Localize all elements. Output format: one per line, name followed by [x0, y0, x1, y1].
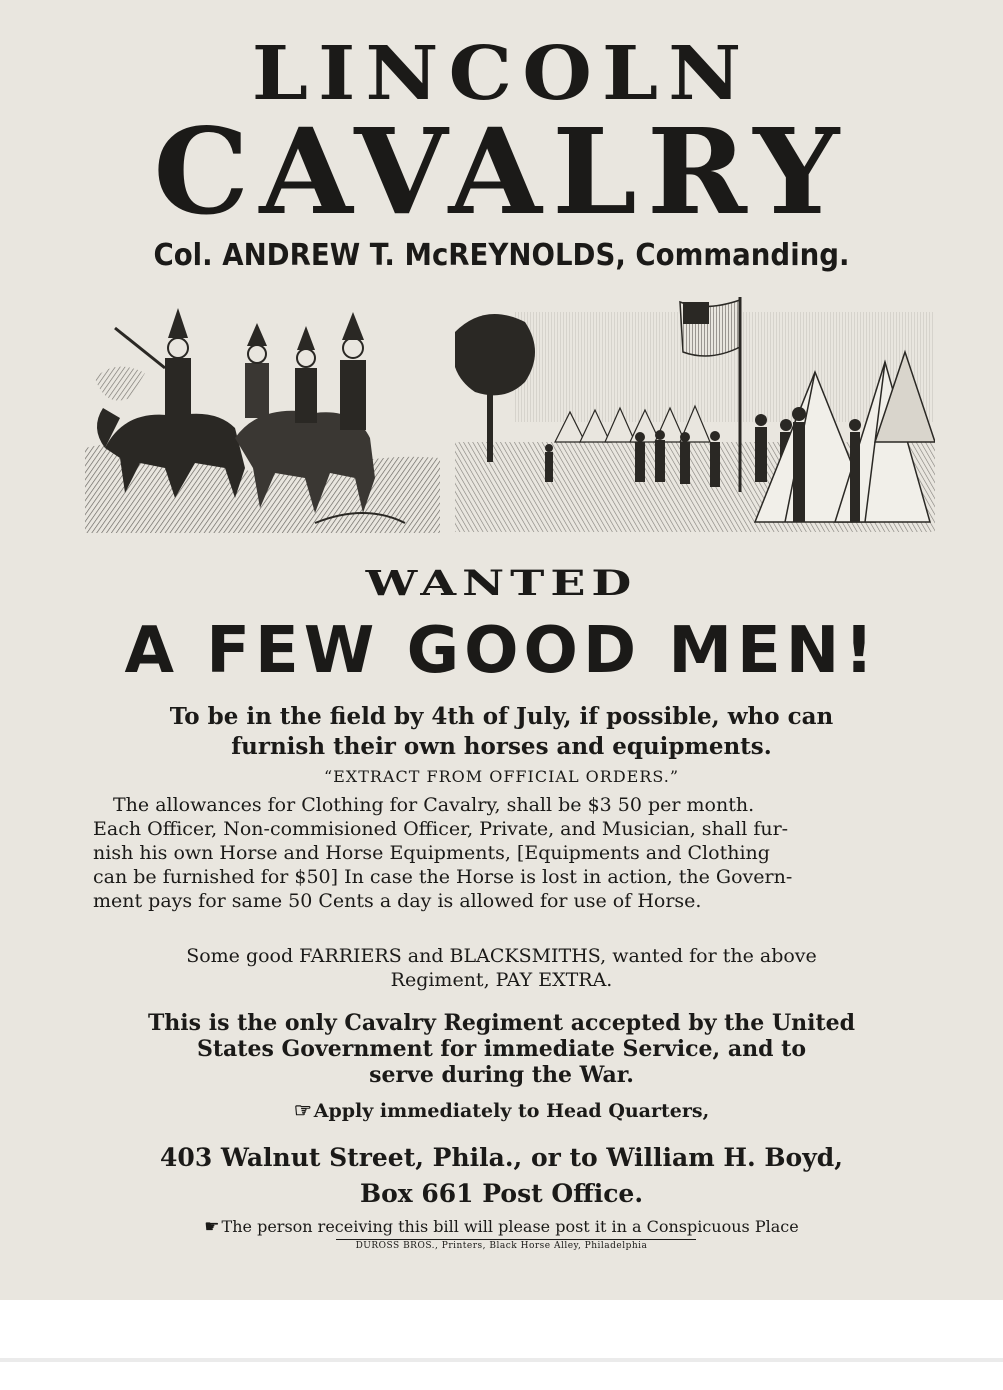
subhead-line: furnish their own horses and equipments. — [231, 733, 772, 760]
post-notice — [0, 1216, 1003, 1238]
alamy-watermark-logo — [0, 1340, 1003, 1380]
orders-paragraph — [93, 793, 943, 913]
address-line: 403 Walnut Street, Phila., or to William H. Boyd, — [160, 1143, 843, 1172]
pointing-hand-icon: ☞ — [293, 1098, 312, 1122]
pointing-hand-icon: ☛ — [204, 1217, 220, 1237]
only-regiment-line: States Government for immediate Service, and to — [197, 1036, 806, 1062]
farriers-line: Regiment, PAY EXTRA. — [390, 969, 613, 991]
only-regiment-notice — [0, 1010, 1003, 1088]
orders-line: nish his own Horse and Horse Equipments, [Equipments and Clothing — [93, 842, 770, 864]
only-regiment-line: serve during the War. — [369, 1062, 634, 1088]
orders-line: can be furnished for $50] In case the Horse is lost in action, the Govern- — [93, 866, 793, 888]
post-notice-text: The person receiving this bill will please post it in a Conspicuous Place — [221, 1217, 799, 1236]
farriers-line: Some good FARRIERS and BLACKSMITHS, wanted for the above — [186, 945, 817, 967]
address-block — [0, 1140, 1003, 1212]
farriers-notice — [0, 944, 1003, 992]
orders-line: Each Officer, Non-commisioned Officer, Private, and Musician, shall fur- — [93, 818, 789, 840]
printer-credit: DUROSS BROS., Printers, Black Horse Alley, Philadelphia — [355, 1241, 648, 1251]
encampment-illustration — [455, 292, 935, 532]
subhead-line: To be in the field by 4th of July, if possible, who can — [169, 703, 834, 730]
title-lincoln: LINCOLN — [251, 29, 752, 117]
orders-line: The allowances for Clothing for Cavalry, shall be $3 50 per month. — [113, 794, 755, 816]
subhead — [0, 702, 1003, 762]
extract-heading: “EXTRACT FROM OFFICIAL ORDERS.” — [323, 767, 680, 786]
apply-text: Apply immediately to Head Quarters, — [313, 1100, 710, 1122]
commander-line: Col. ANDREW T. McREYNOLDS, Commanding. — [153, 238, 850, 273]
address-line: Box 661 Post Office. — [359, 1179, 644, 1208]
title-cavalry: CAVALRY — [153, 102, 850, 241]
headline: A FEW GOOD MEN! — [124, 614, 879, 688]
only-regiment-line: This is the only Cavalry Regiment accepted by the United — [147, 1010, 856, 1036]
orders-line: ment pays for same 50 Cents a day is allowed for use of Horse. — [93, 890, 702, 912]
wanted-heading: WANTED — [365, 562, 638, 604]
apply-line — [0, 1097, 1003, 1124]
watermark-pattern — [0, 1358, 1003, 1362]
cavalry-officers-illustration — [85, 298, 440, 533]
